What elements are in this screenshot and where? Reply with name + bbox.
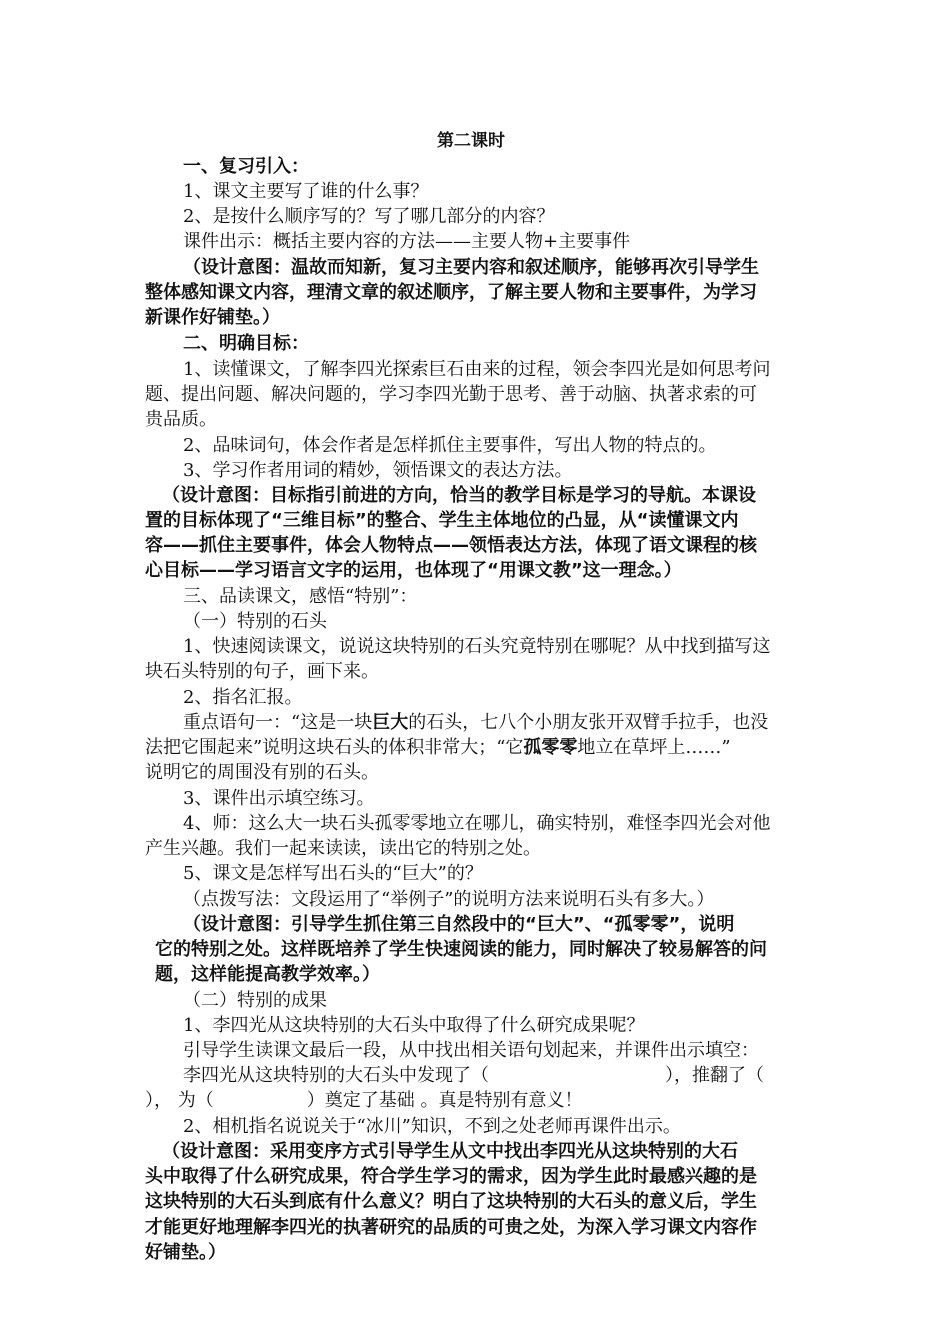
body-line: 1、快速阅读课文，说说这块特别的石头究竟特别在哪呢？从中找到描写这 <box>183 636 771 657</box>
courseware-note: 课件出示：概括主要内容的方法——主要人物+主要事件 <box>183 231 631 252</box>
key-sentence-text: 法把它围起来”说明这块石头的体积非常大；“它 <box>145 737 524 758</box>
fill-text: ）， 为（ <box>145 1090 214 1111</box>
body-line: 3、课件出示填空练习。 <box>183 788 375 809</box>
section-heading-review: 一、复习引入： <box>183 156 309 177</box>
key-sentence-text: 的石头，七八个小朋友张开双臂手拉手，也没 <box>408 712 769 733</box>
review-question-1: 1、课文主要写了谁的什么事？ <box>183 181 429 202</box>
fill-text: ）奠定了基础 。真是特别有意义！ <box>306 1090 583 1111</box>
body-line: 产生兴趣。我们一起来读读，读出它的特别之处。 <box>145 838 541 859</box>
subheading-special-result: （二）特别的成果 <box>183 990 327 1011</box>
design-intent-line: 置的目标体现了“三维目标”的整合、学生主体地位的凸显，从“读懂课文内 <box>145 510 739 531</box>
body-line: 块石头特别的句子，画下来。 <box>145 661 379 682</box>
goal-line: 题、提出问题、解决问题的，学习李四光勤于思考、善于动脑、执著求索的可 <box>145 384 757 405</box>
design-intent-line: （设计意图：引导学生抓住第三自然段中的“巨大”、“孤零零”，说明 <box>183 914 735 935</box>
body-line: 引导学生读课文最后一段，从中找出相关语句划起来，并课件出示填空： <box>183 1040 759 1061</box>
key-sentence-line <box>183 711 768 735</box>
fill-text: 李四光从这块特别的大石头中发现了（ <box>183 1065 489 1086</box>
subheading-special-stone: （一）特别的石头 <box>183 611 327 632</box>
body-line: 4、师：这么大一块石头孤零零地立在哪儿，确实特别，难怪李四光会对他 <box>183 813 771 834</box>
design-intent-line: 它的特别之处。这样既培养了学生快速阅读的能力，同时解决了较易解答的问 <box>155 939 767 960</box>
goal-line: 1、读懂课文，了解李四光探索巨石由来的过程，领会李四光是如何思考问 <box>183 359 771 380</box>
goal-line: 贵品质。 <box>145 409 217 430</box>
body-line: 1、李四光从这块特别的大石头中取得了什么研究成果呢？ <box>183 1015 645 1036</box>
review-question-2: 2、是按什么顺序写的？写了哪几部分的内容？ <box>183 206 555 227</box>
design-intent-line: 心目标——学习语言文字的运用，也体现了“用课文教”这一理念。） <box>145 560 682 581</box>
writing-tip: （点拨写法：文段运用了“举例子”的说明方法来说明石头有多大。） <box>183 889 715 910</box>
body-line: 5、课文是怎样写出石头的“巨大”的？ <box>183 863 483 884</box>
design-intent-line: （设计意图：温故而知新，复习主要内容和叙述顺序，能够再次引导学生 <box>183 257 759 278</box>
design-intent-line: 整体感知课文内容，理清文章的叙述顺序，了解主要人物和主要事件，为学习 <box>145 282 757 303</box>
design-intent-line: 这块特别的大石头到底有什么意义？明白了这块特别的大石头的意义后，学生 <box>145 1191 757 1212</box>
design-intent-line: 头中取得了什么研究成果，符合学生学习的需求，因为学生此时最感兴趣的是 <box>145 1166 757 1187</box>
key-word-huge: 巨大 <box>372 712 409 733</box>
fill-blank-line <box>183 1064 764 1088</box>
section-heading-goals: 二、明确目标： <box>183 333 309 354</box>
goal-line: 3、学习作者用词的精妙，领悟课文的表达方法。 <box>183 460 573 481</box>
design-intent-line: 才能更好地理解李四光的执著研究的品质的可贵之处，为深入学习课文内容作 <box>145 1217 757 1238</box>
fill-text: ），推翻了（ <box>665 1065 764 1086</box>
body-line: 2、相机指名说说关于“冰川”知识，不到之处老师再课件出示。 <box>183 1116 681 1137</box>
key-sentence-text: 重点语句一：“这是一块 <box>183 712 373 733</box>
body-line: 2、指名汇报。 <box>183 687 303 708</box>
body-line: 说明它的周围没有别的石头。 <box>145 762 379 783</box>
section-heading-reading: 三、品读课文，感悟“特别”： <box>183 586 418 607</box>
design-intent-line: 题，这样能提高教学效率。） <box>155 964 380 985</box>
page-title: 第二课时 <box>437 131 505 151</box>
design-intent-line: 好铺垫。） <box>145 1242 226 1263</box>
key-word-lonely: 孤零零 <box>523 737 578 758</box>
design-intent-line: （设计意图：采用变序方式引导学生从文中找出李四光从这块特别的大石 <box>162 1141 738 1162</box>
key-sentence-text: 地立在草坪上……” <box>577 737 731 758</box>
goal-line: 2、品味词句，体会作者是怎样抓住主要事件，写出人物的特点的。 <box>183 435 717 456</box>
design-intent-line: 新课作好铺垫。） <box>145 307 280 328</box>
design-intent-line: （设计意图：目标指引前进的方向，恰当的教学目标是学习的导航。本课设 <box>162 485 756 506</box>
key-sentence-line <box>145 736 731 760</box>
fill-blank-line <box>145 1089 582 1113</box>
design-intent-line: 容——抓住主要事件，体会人物特点——领悟表达方法，体现了语文课程的核 <box>145 535 757 556</box>
